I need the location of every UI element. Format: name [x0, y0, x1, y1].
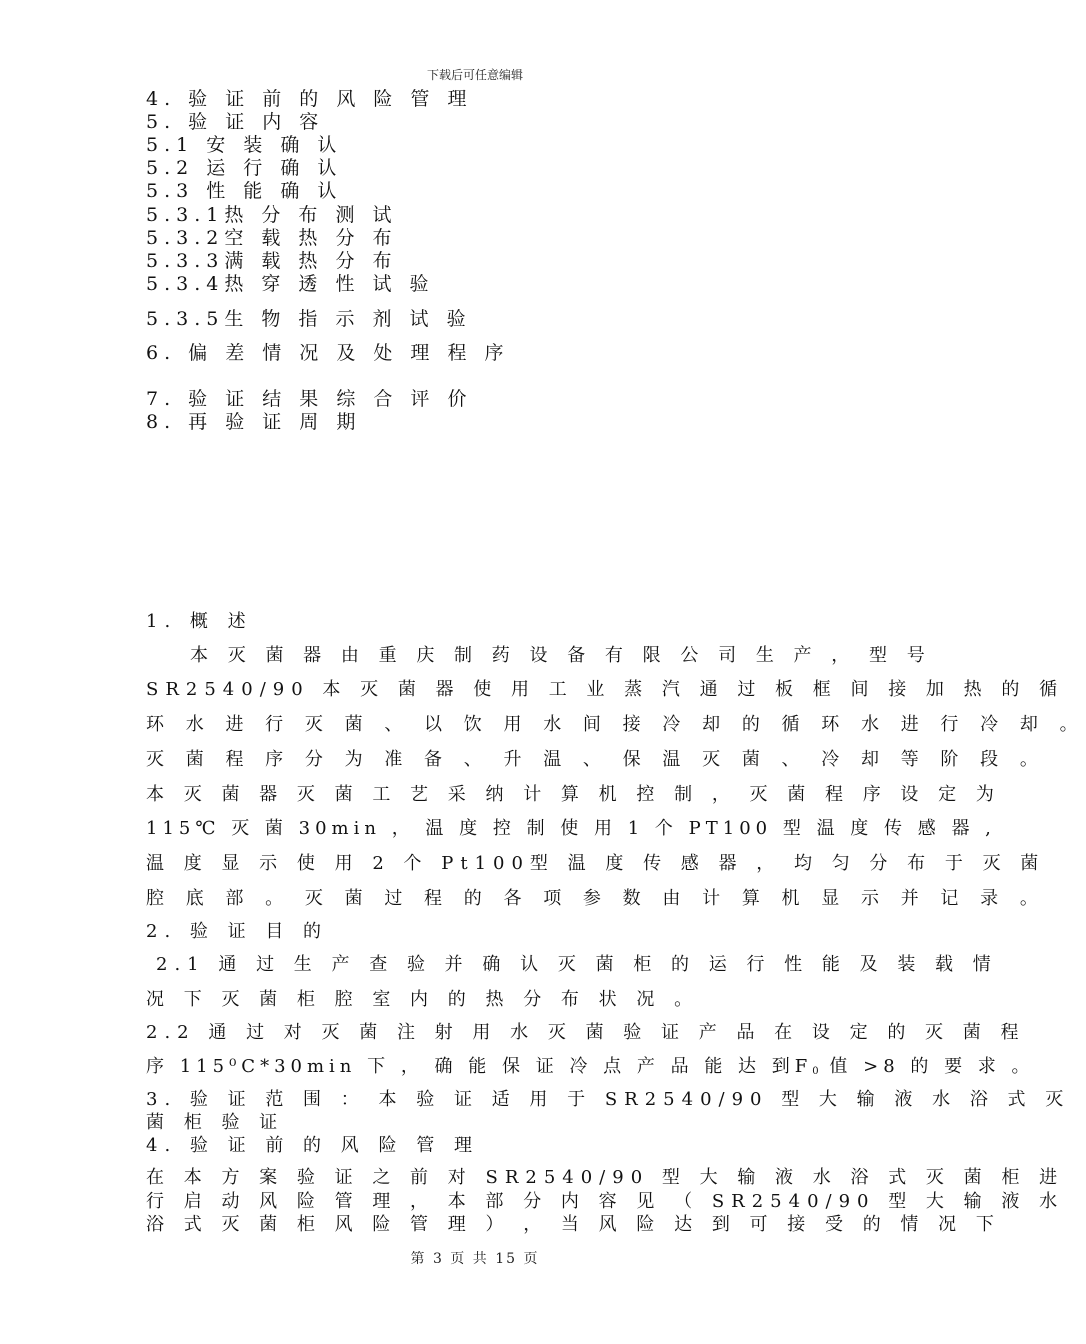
f0-sentence-start: 序 115⁰C*30min 下 ， 确 能 保 证 冷 点 产 品 能 达 到 — [146, 1056, 795, 1077]
paragraph-line: 菌 柜 验 证 — [146, 1112, 285, 1133]
paragraph-line: 腔 底 部 。 灭 菌 过 程 的 各 项 参 数 由 计 算 机 显 示 并 记 录 。 — [146, 888, 1046, 909]
toc-item-8: 8. 再 验 证 周 期 — [146, 411, 362, 433]
toc-item-5: 5. 验 证 内 容 — [146, 111, 325, 133]
paragraph-line: 环 水 进 行 灭 菌 、 以 饮 用 水 间 接 冷 却 的 循 环 水 进 行 冷 却 。 — [146, 714, 1086, 735]
section-heading-risk: 4. 验 证 前 的 风 险 管 理 — [146, 1135, 479, 1156]
paragraph-line: 行 启 动 风 险 管 理 ， 本 部 分 内 容 见 （ SR2540/90 型 大 输 液 水 — [146, 1191, 1065, 1212]
toc-item-5-3: 5.3 性 能 确 认 — [146, 180, 343, 202]
f0-symbol: $F_0$ — [794, 1056, 819, 1077]
page-header: 下载后可任意编辑 — [426, 68, 523, 82]
toc-item-5-1: 5.1 安 装 确 认 — [146, 134, 343, 156]
f0-sentence-end: 值 >8 的 要 求 。 — [829, 1056, 1035, 1077]
toc-item-5-3-2: 5.3.2空 载 热 分 布 — [146, 227, 398, 249]
toc-item-5-3-3: 5.3.3满 载 热 分 布 — [146, 250, 398, 272]
section-heading-overview: 1. 概 述 — [146, 611, 253, 632]
paragraph-line: 温 度 显 示 使 用 2 个 Pt100型 温 度 传 感 器 ， 均 匀 分 布 于 灭 菌 — [146, 853, 1046, 874]
toc-item-6: 6. 偏 差 情 况 及 处 理 程 序 — [146, 342, 510, 364]
paragraph-line: SR2540/90 本 灭 菌 器 使 用 工 业 蒸 汽 通 过 板 框 间 接 加 热 的 循 — [146, 679, 1065, 700]
paragraph-line: 2.1 通 过 生 产 查 验 并 确 认 灭 菌 柜 的 运 行 性 能 及 装 载 情 — [156, 954, 998, 975]
toc-item-7: 7. 验 证 结 果 综 合 评 价 — [146, 388, 473, 410]
section-heading-purpose: 2. 验 证 目 的 — [146, 921, 329, 942]
toc-item-5-3-4: 5.3.4热 穿 透 性 试 验 — [146, 273, 435, 295]
toc-item-4: 4. 验 证 前 的 风 险 管 理 — [146, 88, 473, 110]
paragraph-line: 浴 式 灭 菌 柜 风 险 管 理 ） ， 当 风 险 达 到 可 接 受 的 情 况 下 — [146, 1214, 1001, 1235]
paragraph-line: 2.2 通 过 对 灭 菌 注 射 用 水 灭 菌 验 证 产 品 在 设 定 的 灭 菌 程 — [146, 1022, 1026, 1043]
paragraph-line: 灭 菌 程 序 分 为 准 备 、 升 温 、 保 温 灭 菌 、 冷 却 等 阶 段 。 — [146, 749, 1046, 770]
toc-item-5-3-5: 5.3.5生 物 指 示 剂 试 验 — [146, 308, 472, 330]
paragraph-line: 本 灭 菌 器 灭 菌 工 艺 采 纳 计 算 机 控 制 ， 灭 菌 程 序 设 定 为 — [146, 784, 1001, 805]
paragraph-line: 本 灭 菌 器 由 重 庆 制 药 设 备 有 限 公 司 生 产 ， 型 号 — [190, 645, 932, 666]
toc-item-5-3-1: 5.3.1热 分 布 测 试 — [146, 204, 398, 226]
page-footer: 第 3 页 共 15 页 — [410, 1251, 540, 1267]
paragraph-line: 3. 验 证 范 围 ： 本 验 证 适 用 于 SR2540/90 型 大 输 液 水 浴 式 灭 — [146, 1089, 1071, 1110]
paragraph-line: 115℃ 灭 菌 30min ， 温 度 控 制 使 用 1 个 PT100 型 温 度 传 感 器 , — [146, 818, 996, 839]
paragraph-line: 在 本 方 案 验 证 之 前 对 SR2540/90 型 大 输 液 水 浴 式 灭 菌 柜 进 — [146, 1167, 1065, 1188]
toc-item-5-2: 5.2 运 行 确 认 — [146, 157, 343, 179]
paragraph-line — [146, 1052, 1035, 1078]
paragraph-line: 况 下 灭 菌 柜 腔 室 内 的 热 分 布 状 况 。 — [146, 989, 700, 1010]
